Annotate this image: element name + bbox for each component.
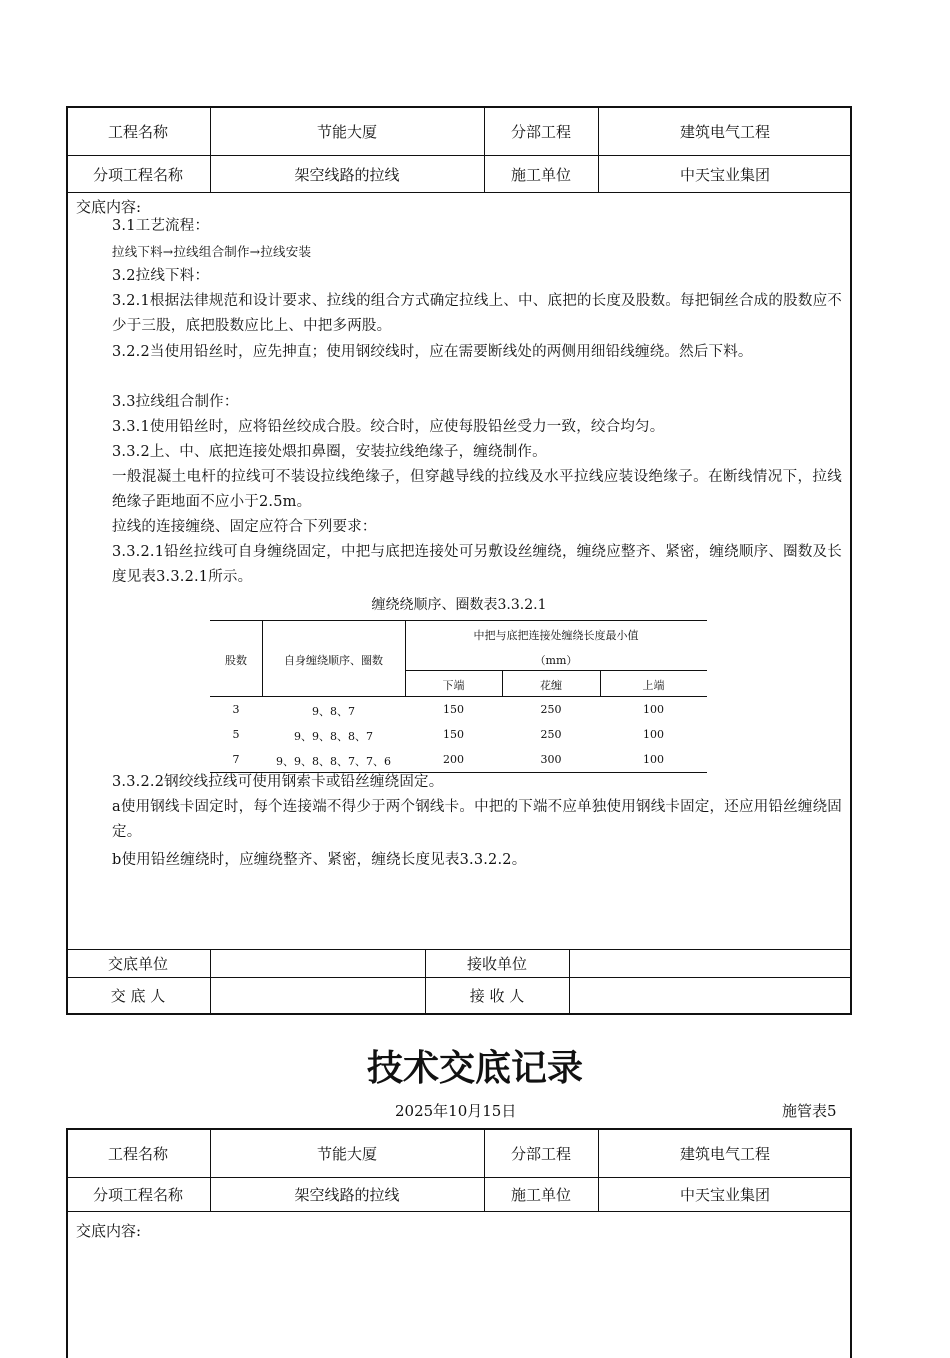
header-divider: [66, 192, 852, 193]
content-paragraph: 3.3拉线组合制作：: [112, 394, 239, 410]
content-paragraph: a使用钢线卡固定时，每个连接端不得少于两个钢线卡。中把的下端不应单独使用钢线卡固定，还应用铅丝缠绕固定。: [112, 799, 842, 840]
table-rule: [210, 696, 707, 697]
contractor-value: 中天宝业集团: [679, 165, 770, 184]
content-paragraph: 3.3.2上、中、底把连接处煨扣鼻圈，安装拉线绝缘子，缠绕制作。: [112, 444, 547, 460]
content-heading: 交底内容:: [76, 1222, 142, 1240]
receiver-unit-field[interactable]: [570, 950, 851, 977]
receiver-person-label: 接 收 人: [469, 987, 525, 1005]
table-cell-upper: 100: [643, 753, 664, 766]
subitem-value: 架空线路的拉线: [294, 165, 400, 184]
table-cell-sequence: 9、9、8、8、7: [294, 730, 373, 743]
table-cell-lower: 150: [443, 703, 464, 716]
form-number: 施管表5: [782, 1102, 837, 1120]
page-title: 技术交底记录: [366, 1048, 583, 1089]
project-name-label: 工程名称: [107, 122, 168, 141]
issuer-person-field[interactable]: [211, 978, 424, 1013]
table-header-lower: 下端: [442, 679, 465, 692]
contractor-label: 施工单位: [510, 1186, 571, 1204]
table-header-upper: 上端: [642, 679, 665, 692]
subitem-label: 分项工程名称: [92, 165, 183, 184]
content-paragraph: 拉线下料→拉线组合制作→拉线安装: [112, 244, 312, 259]
content-paragraph: b使用铅丝缠绕时，应缠绕整齐、紧密，缠绕长度见表3.3.2.2。: [112, 852, 527, 868]
table-cell-flower: 300: [540, 753, 562, 766]
table-cell-sequence: 9、8、7: [312, 705, 355, 718]
issuer-unit-field[interactable]: [211, 950, 424, 977]
project-name-value: 节能大厦: [316, 122, 377, 141]
table-cell-sequence: 9、9、8、8、7、7、6: [276, 755, 391, 768]
content-paragraph: 3.2.2当使用铅丝时，应先抻直；使用钢绞线时，应在需要断线处的两侧用细铅线缠绕。然后下料。: [112, 344, 753, 360]
table-header-min-length: 中把与底把连接处缠绕长度最小值: [473, 629, 639, 642]
table-header-flower: 花缠: [540, 679, 562, 692]
issuer-person-label: 交 底 人: [110, 987, 166, 1005]
content-paragraph: 3.3.2.2钢绞线拉线可使用钢索卡或铅丝缠绕固定。: [112, 774, 444, 790]
project-name-label: 工程名称: [107, 1144, 168, 1163]
table-rule: [405, 670, 707, 671]
contractor-label: 施工单位: [510, 165, 571, 184]
table-header-unit: （mm）: [534, 654, 578, 667]
project-name-value: 节能大厦: [316, 1144, 377, 1163]
table-cell-flower: 250: [540, 703, 562, 716]
subitem-value: 架空线路的拉线: [294, 1186, 400, 1204]
division-label: 分部工程: [510, 122, 571, 141]
table-cell-flower: 250: [540, 728, 562, 741]
receiver-person-field[interactable]: [570, 978, 851, 1013]
table-cell-strands: 5: [232, 728, 240, 741]
content-paragraph: 3.3.1使用铅丝时，应将铅丝绞成合股。绞合时，应使每股铅丝受力一致，绞合均匀。: [112, 419, 665, 435]
table-header-sequence: 自身缠绕顺序、圈数: [284, 654, 383, 667]
contractor-value: 中天宝业集团: [679, 1186, 770, 1204]
receiver-unit-label: 接收单位: [466, 955, 527, 973]
issuer-unit-label: 交底单位: [107, 955, 168, 973]
division-label: 分部工程: [510, 1144, 571, 1163]
content-paragraph: 3.3.2.1铅丝拉线可自身缠绕固定，中把与底把连接处可另敷设丝缠绕，缠绕应整齐、紧密，缠绕顺序、圈数及长度见表3.3.2.1所示。: [112, 544, 842, 585]
header-divider: [66, 1211, 852, 1212]
table-caption: 缠绕绕顺序、圈数表3.3.2.1: [371, 597, 547, 613]
table-header-strands: 股数: [225, 654, 247, 667]
table-cell-lower: 200: [443, 753, 464, 766]
table-cell-upper: 100: [643, 703, 664, 716]
content-paragraph: 一般混凝土电杆的拉线可不装设拉线绝缘子，但穿越导线的拉线及水平拉线应装设绝缘子。在断线情况下，拉线绝缘子距地面不应小于2.5m。: [112, 469, 842, 510]
content-paragraph: 拉线的连接缠绕、固定应符合下列要求：: [112, 519, 377, 535]
division-value: 建筑电气工程: [679, 1144, 770, 1163]
table-cell-upper: 100: [643, 728, 664, 741]
table-cell-strands: 3: [232, 703, 240, 716]
content-paragraph: 3.2拉线下料：: [112, 268, 210, 284]
content-heading: 交底内容:: [76, 198, 142, 216]
table-cell-lower: 150: [443, 728, 464, 741]
record-date: 2025年10月15日: [395, 1102, 517, 1120]
subitem-label: 分项工程名称: [92, 1186, 183, 1204]
table-rule: [210, 620, 707, 621]
content-paragraph: 3.1工艺流程：: [112, 218, 210, 234]
content-paragraph: 3.2.1根据法律规范和设计要求、拉线的组合方式确定拉线上、中、底把的长度及股数。每把铜丝合成的股数应不少于三股，底把股数应比上、中把多两股。: [112, 293, 842, 334]
table-cell-strands: 7: [232, 753, 240, 766]
division-value: 建筑电气工程: [679, 122, 770, 141]
